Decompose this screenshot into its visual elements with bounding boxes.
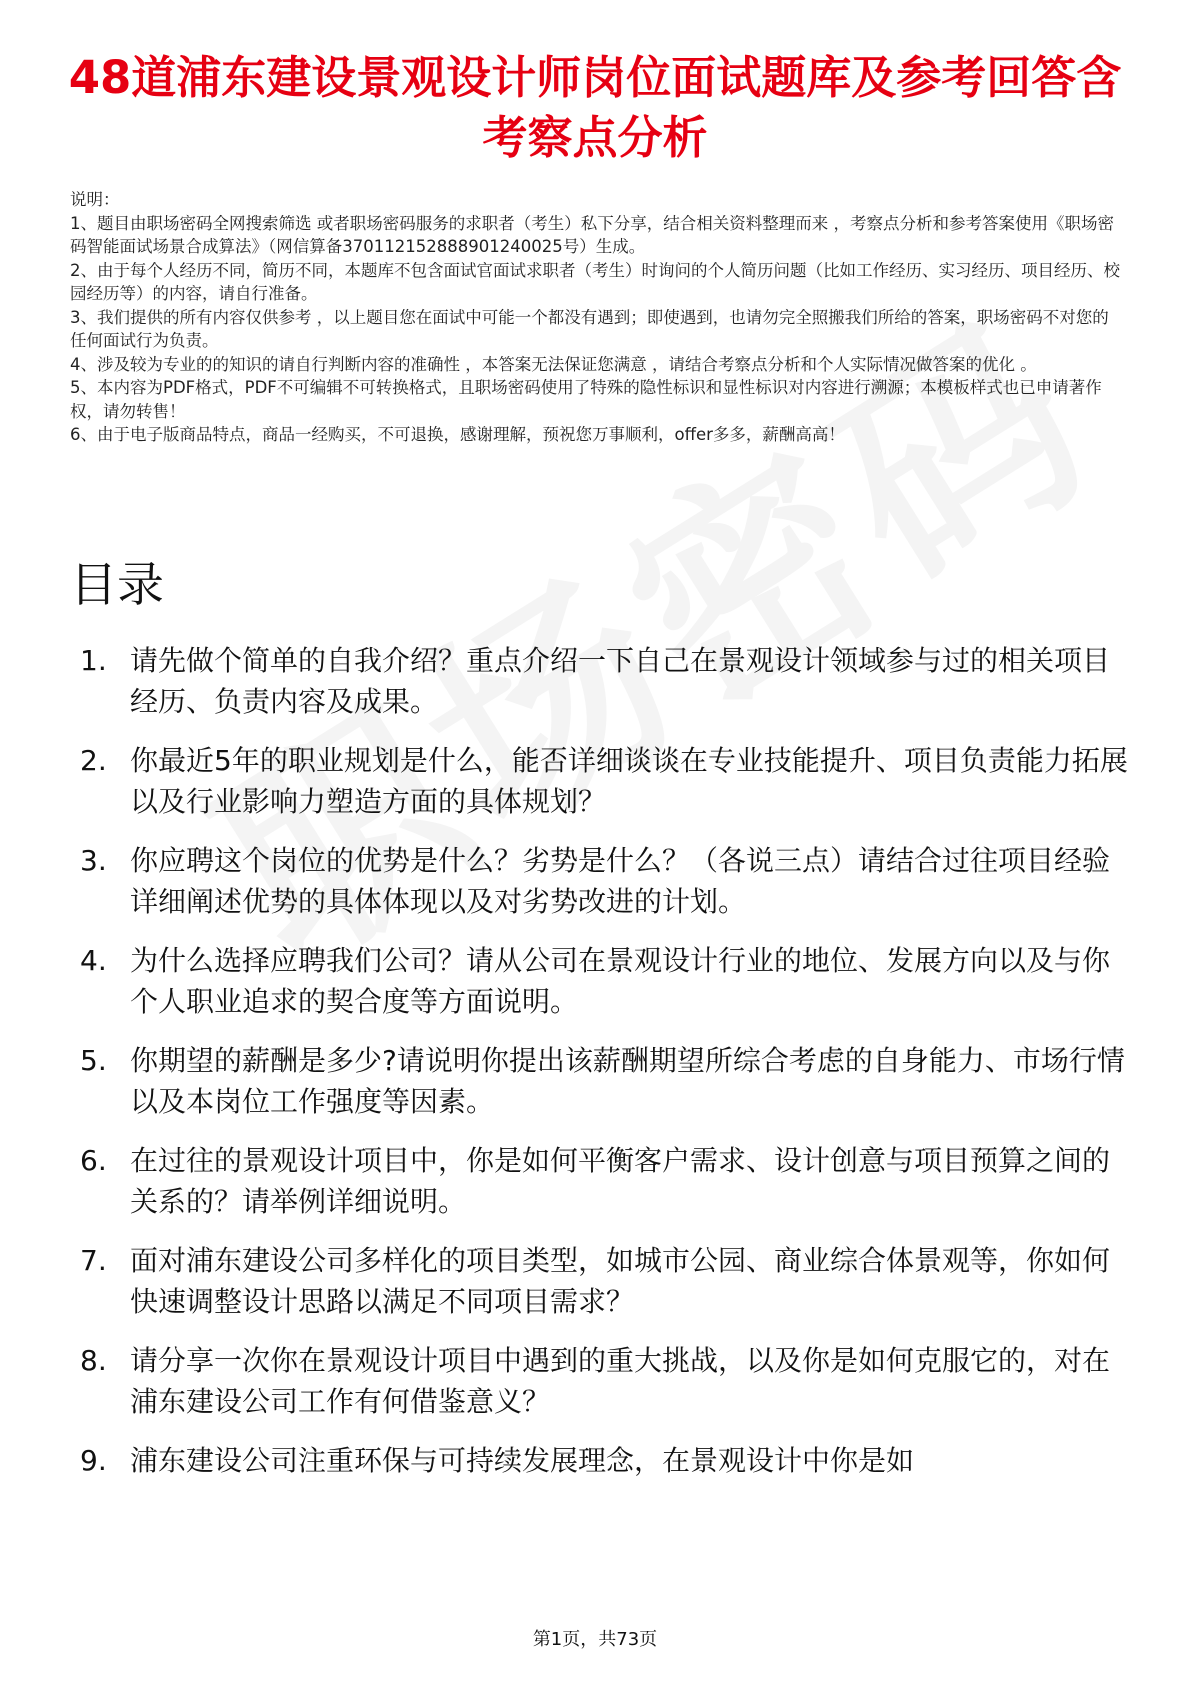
note-item: 1、题目由职场密码全网搜索筛选 或者职场密码服务的求职者（考生）私下分享，结合相关资料整理而来 ，考察点分析和参考答案使用《职场密码智能面试场景合成算法》（网信算备370112152888901240025号）生成。	[70, 213, 1114, 256]
toc-list	[70, 640, 1130, 1499]
toc-item-text: 面对浦东建设公司多样化的项目类型，如城市公园、商业综合体景观等，你如何快速调整设计思路以满足不同项目需求？	[130, 1244, 1111, 1318]
notes-section	[70, 188, 1120, 447]
toc-item[interactable]	[70, 1440, 1130, 1481]
toc-item[interactable]	[70, 1040, 1130, 1122]
toc-item-text: 为什么选择应聘我们公司？请从公司在景观设计行业的地位、发展方向以及与你个人职业追求的契合度等方面说明。	[130, 944, 1111, 1018]
toc-item-number: 7.	[80, 1244, 107, 1277]
toc-item-text: 请先做个简单的自我介绍？重点介绍一下自己在景观设计领域参与过的相关项目经历、负责内容及成果。	[130, 644, 1111, 718]
toc-item-number: 3.	[80, 844, 107, 877]
toc-item[interactable]	[70, 740, 1130, 822]
toc-item[interactable]	[70, 1140, 1130, 1222]
toc-item-number: 6.	[80, 1144, 107, 1177]
toc-item-number: 1.	[80, 644, 107, 677]
toc-item-number: 4.	[80, 944, 107, 977]
note-item: 2、由于每个人经历不同，简历不同，本题库不包含面试官面试求职者（考生）时询问的个人简历问题（比如工作经历、实习经历、项目经历、校园经历等）的内容，请自行准备。	[70, 260, 1120, 303]
toc-item[interactable]	[70, 1340, 1130, 1422]
note-item: 6、由于电子版商品特点，商品一经购买，不可退换，感谢理解，预祝您万事顺利，offer多多，薪酬高高！	[70, 425, 845, 444]
toc-item-number: 8.	[80, 1344, 107, 1377]
notes-heading: 说明：	[70, 190, 120, 209]
note-item: 5、本内容为PDF格式，PDF不可编辑不可转换格式，且职场密码使用了特殊的隐性标识和显性标识对内容进行溯源；本模板样式也已申请著作权，请勿转售！	[70, 378, 1102, 421]
toc-item-text: 你应聘这个岗位的优势是什么？劣势是什么？（各说三点）请结合过往项目经验详细阐述优势的具体体现以及对劣势改进的计划。	[130, 844, 1111, 918]
toc-item-text: 你最近5年的职业规划是什么，能否详细谈谈在专业技能提升、项目负责能力拓展以及行业影响力塑造方面的具体规划？	[130, 744, 1128, 818]
toc-item[interactable]	[70, 940, 1130, 1022]
toc-item-number: 9.	[80, 1444, 107, 1477]
note-item: 3、我们提供的所有内容仅供参考 ，以上题目您在面试中可能一个都没有遇到；即使遇到，也请勿完全照搬我们所给的答案，职场密码不对您的任何面试行为负责。	[70, 307, 1109, 350]
toc-item[interactable]	[70, 640, 1130, 722]
toc-item-number: 5.	[80, 1044, 107, 1077]
toc-heading: 目录	[70, 558, 164, 613]
page-title: 48道浦东建设景观设计师岗位面试题库及参考回答含考察点分析	[68, 51, 1122, 164]
note-item: 4、涉及较为专业的的知识的请自行判断内容的准确性 ，本答案无法保证您满意 ，请结合考察点分析和个人实际情况做答案的优化 。	[70, 354, 1037, 374]
toc-item-text: 你期望的薪酬是多少?请说明你提出该薪酬期望所综合考虑的自身能力、市场行情以及本岗位工作强度等因素。	[130, 1044, 1125, 1118]
toc-item-text: 请分享一次你在景观设计项目中遇到的重大挑战，以及你是如何克服它的，对在浦东建设公司工作有何借鉴意义？	[130, 1344, 1111, 1418]
toc-item-number: 2.	[80, 744, 107, 777]
page-footer: 第1页，共73页	[532, 1629, 658, 1650]
toc-item-text: 浦东建设公司注重环保与可持续发展理念，在景观设计中你是如	[130, 1444, 915, 1477]
toc-item[interactable]	[70, 1240, 1130, 1322]
toc-item-text: 在过往的景观设计项目中，你是如何平衡客户需求、设计创意与项目预算之间的关系的？请举例详细说明。	[130, 1144, 1111, 1218]
toc-item[interactable]	[70, 840, 1130, 922]
